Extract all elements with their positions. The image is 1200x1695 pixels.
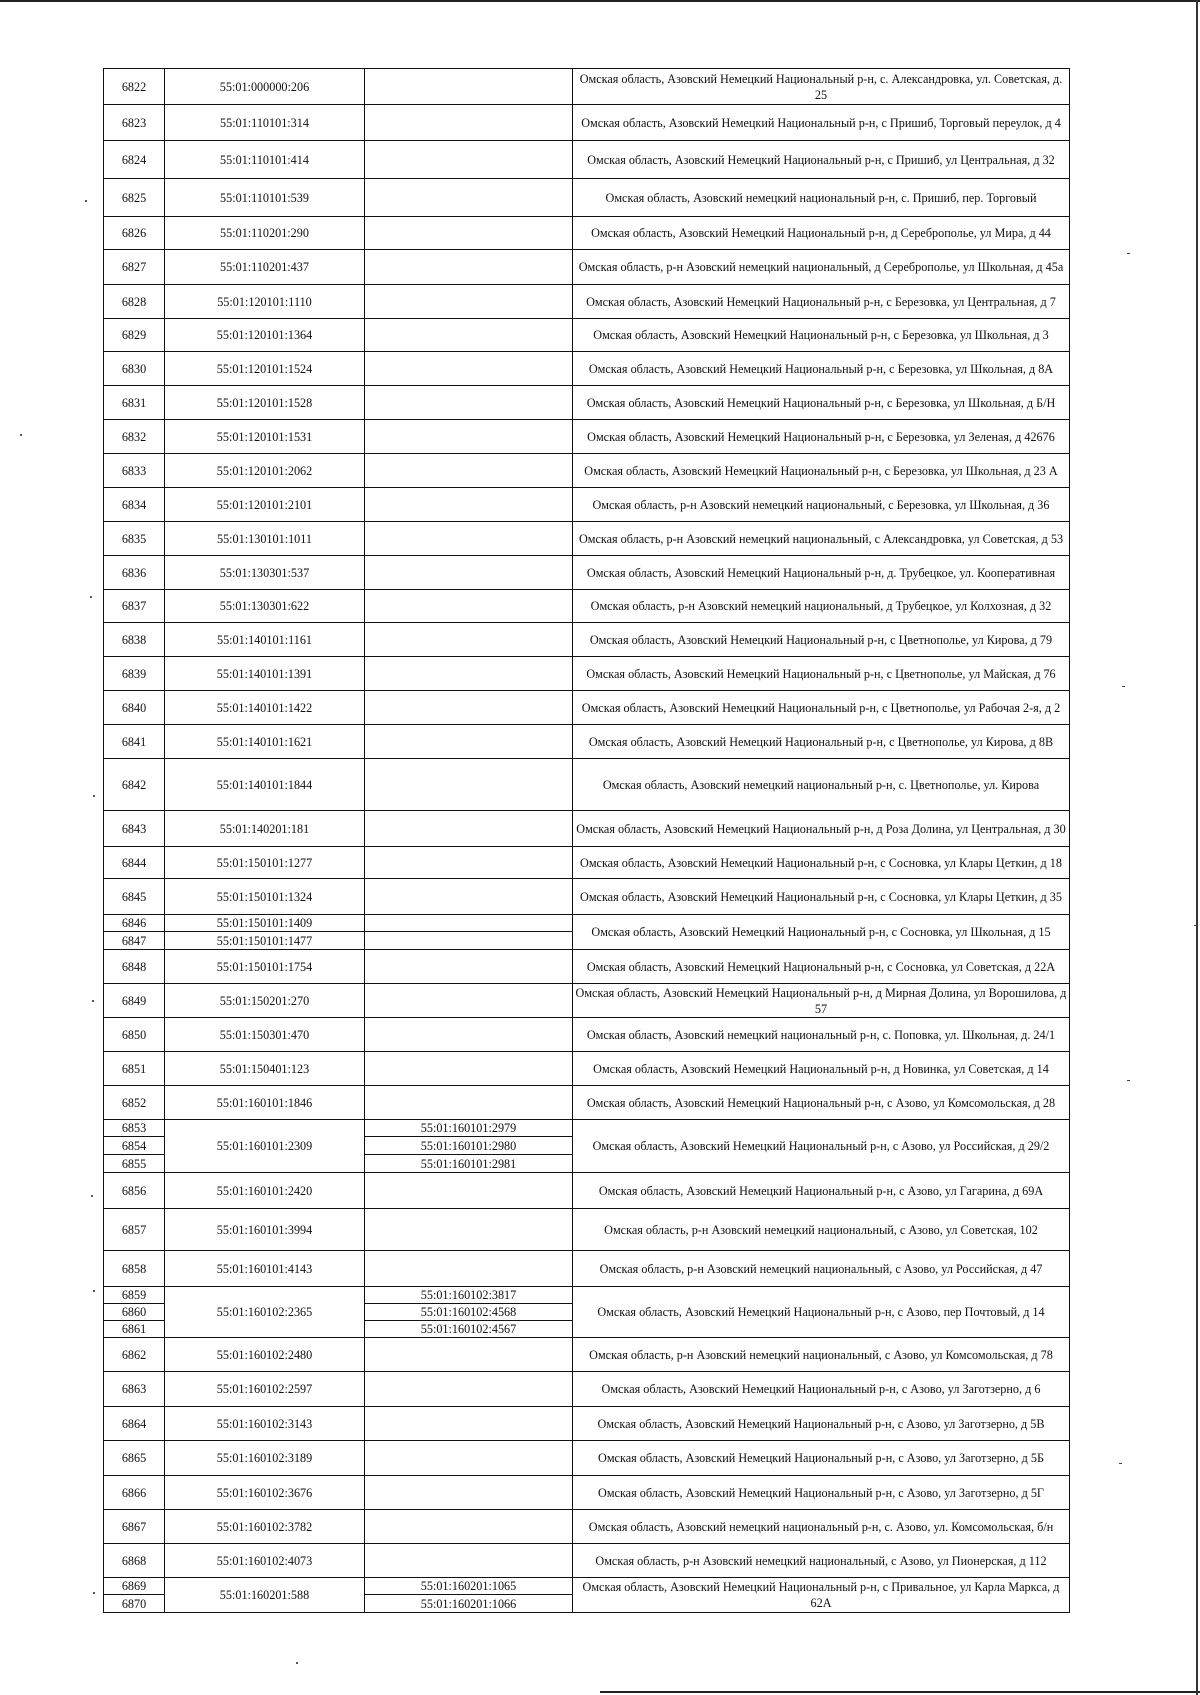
scan-speck (92, 1000, 94, 1002)
row-number: 6841 (104, 725, 165, 759)
sub-cadastral-number (365, 1086, 573, 1120)
scan-speck (85, 200, 87, 202)
address: Омская область, Азовский Немецкий Национальный р-н, с Сосновка, ул Советская, д 22А (573, 950, 1070, 984)
table-row (104, 1510, 1070, 1544)
sub-cadastral-number (365, 1510, 573, 1544)
table-row (104, 285, 1070, 319)
address: Омская область, Азовский Немецкий Национальный р-н, с Березовка, ул Зеленая, д 42676 (573, 420, 1070, 454)
registry-table (103, 68, 1070, 1613)
sub-cadastral-number (365, 811, 573, 847)
cadastral-number: 55:01:160201:588 (165, 1578, 365, 1613)
table-row (104, 1018, 1070, 1052)
table-row (104, 1052, 1070, 1086)
row-number: 6864 (104, 1407, 165, 1441)
row-number: 6852 (104, 1086, 165, 1120)
row-number: 6844 (104, 847, 165, 879)
scan-speck (296, 1662, 298, 1664)
table-row (104, 488, 1070, 522)
row-number: 6836 (104, 556, 165, 590)
table-row (104, 1086, 1070, 1120)
sub-cadastral-number (365, 319, 573, 352)
sub-cadastral-number (365, 179, 573, 217)
address: Омская область, Азовский Немецкий Национальный р-н, д Роза Долина, ул Центральная, д 30 (573, 811, 1070, 847)
table-row (104, 1287, 1070, 1304)
row-number: 6862 (104, 1338, 165, 1372)
table-row (104, 352, 1070, 386)
sub-cadastral-number (365, 984, 573, 1018)
address: Омская область, Азовский Немецкий Национальный р-н, с Цветнополье, ул Майская, д 76 (573, 657, 1070, 691)
table-row (104, 556, 1070, 590)
cadastral-number: 55:01:160102:3189 (165, 1441, 365, 1476)
table-row (104, 1338, 1070, 1372)
table-row (104, 179, 1070, 217)
row-number: 6858 (104, 1251, 165, 1287)
cadastral-number: 55:01:120101:1531 (165, 420, 365, 454)
address: Омская область, р-н Азовский немецкий национальный, с Азово, ул Советская, 102 (573, 1209, 1070, 1251)
row-number: 6854 (104, 1137, 165, 1155)
table-row (104, 454, 1070, 488)
sub-cadastral-number: 55:01:160102:3817 (365, 1287, 573, 1304)
scan-tick (1119, 1463, 1122, 1464)
sub-cadastral-number (365, 725, 573, 759)
scan-speck (20, 434, 22, 436)
row-number: 6859 (104, 1287, 165, 1304)
cadastral-number: 55:01:150401:123 (165, 1052, 365, 1086)
scan-tick (1122, 686, 1125, 687)
cadastral-number: 55:01:110201:437 (165, 250, 365, 285)
cadastral-number: 55:01:120101:1524 (165, 352, 365, 386)
table-row (104, 1441, 1070, 1476)
row-number: 6827 (104, 250, 165, 285)
sub-cadastral-number (365, 1338, 573, 1372)
address: Омская область, Азовский Немецкий Национальный р-н, с Сосновка, ул Школьная, д 15 (573, 915, 1070, 950)
cadastral-number: 55:01:130301:622 (165, 590, 365, 623)
row-number: 6822 (104, 69, 165, 105)
row-number: 6853 (104, 1120, 165, 1137)
cadastral-number: 55:01:160101:4143 (165, 1251, 365, 1287)
address: Омская область, Азовский Немецкий Национальный р-н, с. Александровка, ул. Советская, д. 25 (573, 69, 1070, 105)
cadastral-number: 55:01:160102:3676 (165, 1476, 365, 1510)
row-number: 6847 (104, 932, 165, 950)
cadastral-number: 55:01:160102:2365 (165, 1287, 365, 1338)
cadastral-number: 55:01:120101:2062 (165, 454, 365, 488)
sub-cadastral-number (365, 1544, 573, 1578)
table-row (104, 217, 1070, 250)
address: Омская область, Азовский немецкий национальный р-н, с. Цветнополье, ул. Кирова (573, 759, 1070, 811)
address: Омская область, Азовский Немецкий Национальный р-н, д Сереброполье, ул Мира, д 44 (573, 217, 1070, 250)
sub-cadastral-number (365, 352, 573, 386)
sub-cadastral-number (365, 556, 573, 590)
table-row (104, 691, 1070, 725)
row-number: 6857 (104, 1209, 165, 1251)
scan-speck (93, 1592, 95, 1594)
row-number: 6824 (104, 141, 165, 179)
row-number: 6834 (104, 488, 165, 522)
row-number: 6849 (104, 984, 165, 1018)
table-row (104, 879, 1070, 915)
cadastral-number: 55:01:130101:1011 (165, 522, 365, 556)
cadastral-number: 55:01:160101:1846 (165, 1086, 365, 1120)
address: Омская область, Азовский Немецкий Национальный р-н, с Азово, ул Заготзерно, д 5В (573, 1407, 1070, 1441)
cadastral-number: 55:01:140101:1391 (165, 657, 365, 691)
row-number: 6830 (104, 352, 165, 386)
cadastral-number: 55:01:130301:537 (165, 556, 365, 590)
address: Омская область, р-н Азовский немецкий национальный, с Александровка, ул Советская, д 53 (573, 522, 1070, 556)
address: Омская область, Азовский Немецкий Национальный р-н, с Азово, ул Заготзерно, д 5Г (573, 1476, 1070, 1510)
table-row (104, 1476, 1070, 1510)
row-number: 6861 (104, 1321, 165, 1338)
table-row (104, 250, 1070, 285)
address: Омская область, Азовский Немецкий Национальный р-н, с Цветнополье, ул Кирова, д 8В (573, 725, 1070, 759)
sub-cadastral-number (365, 759, 573, 811)
row-number: 6870 (104, 1595, 165, 1613)
address: Омская область, Азовский Немецкий Национальный р-н, с Азово, ул Комсомольская, д 28 (573, 1086, 1070, 1120)
address: Омская область, Азовский Немецкий Национальный р-н, с Сосновка, ул Клары Цеткин, д 18 (573, 847, 1070, 879)
row-number: 6865 (104, 1441, 165, 1476)
table-row (104, 105, 1070, 141)
row-number: 6826 (104, 217, 165, 250)
sub-cadastral-number (365, 522, 573, 556)
row-number: 6868 (104, 1544, 165, 1578)
cadastral-number: 55:01:110201:290 (165, 217, 365, 250)
cadastral-number: 55:01:110101:414 (165, 141, 365, 179)
address: Омская область, Азовский Немецкий Национальный р-н, с Березовка, ул Центральная, д 7 (573, 285, 1070, 319)
cadastral-number: 55:01:160101:2309 (165, 1120, 365, 1173)
row-number: 6850 (104, 1018, 165, 1052)
address: Омская область, Азовский Немецкий Национальный р-н, с Пришиб, Торговый переулок, д 4 (573, 105, 1070, 141)
sub-cadastral-number (365, 250, 573, 285)
sub-cadastral-number (365, 847, 573, 879)
address: Омская область, Азовский немецкий национальный р-н, с. Азово, ул. Комсомольская, б/н (573, 1510, 1070, 1544)
sub-cadastral-number: 55:01:160101:2979 (365, 1120, 573, 1137)
table-row (104, 657, 1070, 691)
cadastral-number: 55:01:120101:1528 (165, 386, 365, 420)
cadastral-number: 55:01:160102:3143 (165, 1407, 365, 1441)
table-row (104, 811, 1070, 847)
address: Омская область, р-н Азовский немецкий национальный, с Азово, ул Комсомольская, д 78 (573, 1338, 1070, 1372)
sub-cadastral-number (365, 1441, 573, 1476)
table-row (104, 319, 1070, 352)
cadastral-number: 55:01:140201:181 (165, 811, 365, 847)
sub-cadastral-number (365, 386, 573, 420)
scan-speck (93, 1290, 95, 1292)
cadastral-number: 55:01:160102:4073 (165, 1544, 365, 1578)
row-number: 6856 (104, 1173, 165, 1209)
sub-cadastral-number (365, 217, 573, 250)
scan-border-bottom (600, 1691, 1200, 1693)
address: Омская область, Азовский Немецкий Национальный р-н, с Сосновка, ул Клары Цеткин, д 35 (573, 879, 1070, 915)
row-number: 6855 (104, 1155, 165, 1173)
table-row (104, 847, 1070, 879)
address: Омская область, Азовский немецкий национальный р-н, с. Пришиб, пер. Торговый (573, 179, 1070, 217)
sub-cadastral-number (365, 1173, 573, 1209)
address: Омская область, Азовский Немецкий Национальный р-н, д Новинка, ул Советская, д 14 (573, 1052, 1070, 1086)
row-number: 6846 (104, 915, 165, 932)
sub-cadastral-number (365, 691, 573, 725)
scan-speck (93, 795, 95, 797)
address: Омская область, Азовский Немецкий Национальный р-н, с Азово, ул Российская, д 29/2 (573, 1120, 1070, 1173)
cadastral-number: 55:01:140101:1161 (165, 623, 365, 657)
table-row (104, 915, 1070, 932)
sub-cadastral-number (365, 657, 573, 691)
address: Омская область, Азовский Немецкий Национальный р-н, с Березовка, ул Школьная, д 3 (573, 319, 1070, 352)
cadastral-number: 55:01:000000:206 (165, 69, 365, 105)
cadastral-number: 55:01:150101:1277 (165, 847, 365, 879)
cadastral-number: 55:01:150101:1477 (165, 932, 365, 950)
table-row (104, 1407, 1070, 1441)
cadastral-number: 55:01:160102:2480 (165, 1338, 365, 1372)
table-row (104, 590, 1070, 623)
cadastral-number: 55:01:160101:3994 (165, 1209, 365, 1251)
table-row (104, 1120, 1070, 1137)
row-number: 6828 (104, 285, 165, 319)
cadastral-number: 55:01:120101:2101 (165, 488, 365, 522)
sub-cadastral-number: 55:01:160101:2980 (365, 1137, 573, 1155)
cadastral-number: 55:01:150301:470 (165, 1018, 365, 1052)
sub-cadastral-number: 55:01:160101:2981 (365, 1155, 573, 1173)
table-row (104, 1251, 1070, 1287)
table-row (104, 69, 1070, 105)
address: Омская область, р-н Азовский немецкий национальный, д Трубецкое, ул Колхозная, д 32 (573, 590, 1070, 623)
sub-cadastral-number: 55:01:160201:1066 (365, 1595, 573, 1613)
sub-cadastral-number (365, 1018, 573, 1052)
scan-speck (90, 596, 92, 598)
row-number: 6825 (104, 179, 165, 217)
cadastral-number: 55:01:150201:270 (165, 984, 365, 1018)
address: Омская область, Азовский Немецкий Национальный р-н, с Пришиб, ул Центральная, д 32 (573, 141, 1070, 179)
row-number: 6840 (104, 691, 165, 725)
row-number: 6838 (104, 623, 165, 657)
cadastral-number: 55:01:140101:1844 (165, 759, 365, 811)
address: Омская область, Азовский Немецкий Национальный р-н, с Цветнополье, ул Кирова, д 79 (573, 623, 1070, 657)
sub-cadastral-number (365, 932, 573, 950)
table-row (104, 984, 1070, 1018)
scan-tick (1194, 925, 1197, 926)
sub-cadastral-number (365, 1372, 573, 1407)
scan-speck (91, 1195, 93, 1197)
address: Омская область, р-н Азовский немецкий национальный, с Азово, ул Пионерская, д 112 (573, 1544, 1070, 1578)
row-number: 6839 (104, 657, 165, 691)
address: Омская область, р-н Азовский немецкий национальный, д Сереброполье, ул Школьная, д 45а (573, 250, 1070, 285)
address: Омская область, Азовский Немецкий Национальный р-н, с Азово, ул Гагарина, д 69А (573, 1173, 1070, 1209)
row-number: 6845 (104, 879, 165, 915)
table-row (104, 522, 1070, 556)
cadastral-number: 55:01:140101:1621 (165, 725, 365, 759)
address: Омская область, Азовский Немецкий Национальный р-н, д Мирная Долина, ул Ворошилова, д 57 (573, 984, 1070, 1018)
row-number: 6833 (104, 454, 165, 488)
row-number: 6851 (104, 1052, 165, 1086)
sub-cadastral-number (365, 1209, 573, 1251)
address: Омская область, Азовский немецкий национальный р-н, с. Поповка, ул. Школьная, д. 24/1 (573, 1018, 1070, 1052)
sub-cadastral-number (365, 879, 573, 915)
scan-tick (1127, 1080, 1130, 1081)
cadastral-number: 55:01:110101:314 (165, 105, 365, 141)
row-number: 6832 (104, 420, 165, 454)
sub-cadastral-number (365, 285, 573, 319)
cadastral-number: 55:01:150101:1324 (165, 879, 365, 915)
table-row (104, 386, 1070, 420)
row-number: 6869 (104, 1578, 165, 1595)
row-number: 6831 (104, 386, 165, 420)
sub-cadastral-number (365, 69, 573, 105)
cadastral-number: 55:01:150101:1754 (165, 950, 365, 984)
row-number: 6860 (104, 1304, 165, 1321)
sub-cadastral-number (365, 454, 573, 488)
sub-cadastral-number (365, 1407, 573, 1441)
address: Омская область, Азовский Немецкий Национальный р-н, с Березовка, ул Школьная, д 8А (573, 352, 1070, 386)
sub-cadastral-number (365, 590, 573, 623)
row-number: 6867 (104, 1510, 165, 1544)
row-number: 6866 (104, 1476, 165, 1510)
row-number: 6842 (104, 759, 165, 811)
address: Омская область, Азовский Немецкий Национальный р-н, с Привальное, ул Карла Маркса, д 62А (573, 1578, 1070, 1613)
cadastral-number: 55:01:120101:1110 (165, 285, 365, 319)
sub-cadastral-number: 55:01:160102:4568 (365, 1304, 573, 1321)
sub-cadastral-number (365, 105, 573, 141)
sub-cadastral-number (365, 623, 573, 657)
scan-border-top (0, 0, 1200, 2)
sub-cadastral-number: 55:01:160102:4567 (365, 1321, 573, 1338)
table-row (104, 141, 1070, 179)
cadastral-number: 55:01:110101:539 (165, 179, 365, 217)
address: Омская область, р-н Азовский немецкий национальный, с Азово, ул Российская, д 47 (573, 1251, 1070, 1287)
cadastral-number: 55:01:140101:1422 (165, 691, 365, 725)
table-row (104, 420, 1070, 454)
row-number: 6835 (104, 522, 165, 556)
sub-cadastral-number (365, 141, 573, 179)
sub-cadastral-number (365, 1251, 573, 1287)
sub-cadastral-number (365, 420, 573, 454)
address: Омская область, Азовский Немецкий Национальный р-н, с Азово, пер Почтовый, д 14 (573, 1287, 1070, 1338)
scan-border-right (1196, 0, 1198, 1695)
address: Омская область, Азовский Немецкий Национальный р-н, с Азово, ул Заготзерно, д 6 (573, 1372, 1070, 1407)
sub-cadastral-number (365, 950, 573, 984)
table-row (104, 1544, 1070, 1578)
table-row (104, 623, 1070, 657)
registry-table-body (104, 69, 1070, 1613)
address: Омская область, Азовский Немецкий Национальный р-н, с Березовка, ул Школьная, д 23 А (573, 454, 1070, 488)
row-number: 6848 (104, 950, 165, 984)
table-row (104, 1173, 1070, 1209)
table-row (104, 950, 1070, 984)
table-row (104, 1209, 1070, 1251)
sub-cadastral-number (365, 1052, 573, 1086)
sub-cadastral-number: 55:01:160201:1065 (365, 1578, 573, 1595)
address: Омская область, Азовский Немецкий Национальный р-н, с Березовка, ул Школьная, д Б/Н (573, 386, 1070, 420)
cadastral-number: 55:01:150101:1409 (165, 915, 365, 932)
cadastral-number: 55:01:160102:2597 (165, 1372, 365, 1407)
address: Омская область, р-н Азовский немецкий национальный, с Березовка, ул Школьная, д 36 (573, 488, 1070, 522)
address: Омская область, Азовский Немецкий Национальный р-н, с Азово, ул Заготзерно, д 5Б (573, 1441, 1070, 1476)
row-number: 6843 (104, 811, 165, 847)
row-number: 6837 (104, 590, 165, 623)
table-row (104, 1578, 1070, 1595)
address: Омская область, Азовский Немецкий Национальный р-н, д. Трубецкое, ул. Кооперативная (573, 556, 1070, 590)
table-row (104, 759, 1070, 811)
sub-cadastral-number (365, 1476, 573, 1510)
row-number: 6863 (104, 1372, 165, 1407)
cadastral-number: 55:01:160102:3782 (165, 1510, 365, 1544)
sub-cadastral-number (365, 915, 573, 932)
cadastral-number: 55:01:160101:2420 (165, 1173, 365, 1209)
cadastral-number: 55:01:120101:1364 (165, 319, 365, 352)
scan-tick (1127, 253, 1130, 254)
row-number: 6829 (104, 319, 165, 352)
row-number: 6823 (104, 105, 165, 141)
address: Омская область, Азовский Немецкий Национальный р-н, с Цветнополье, ул Рабочая 2-я, д 2 (573, 691, 1070, 725)
table-row (104, 725, 1070, 759)
table-row (104, 1372, 1070, 1407)
sub-cadastral-number (365, 488, 573, 522)
